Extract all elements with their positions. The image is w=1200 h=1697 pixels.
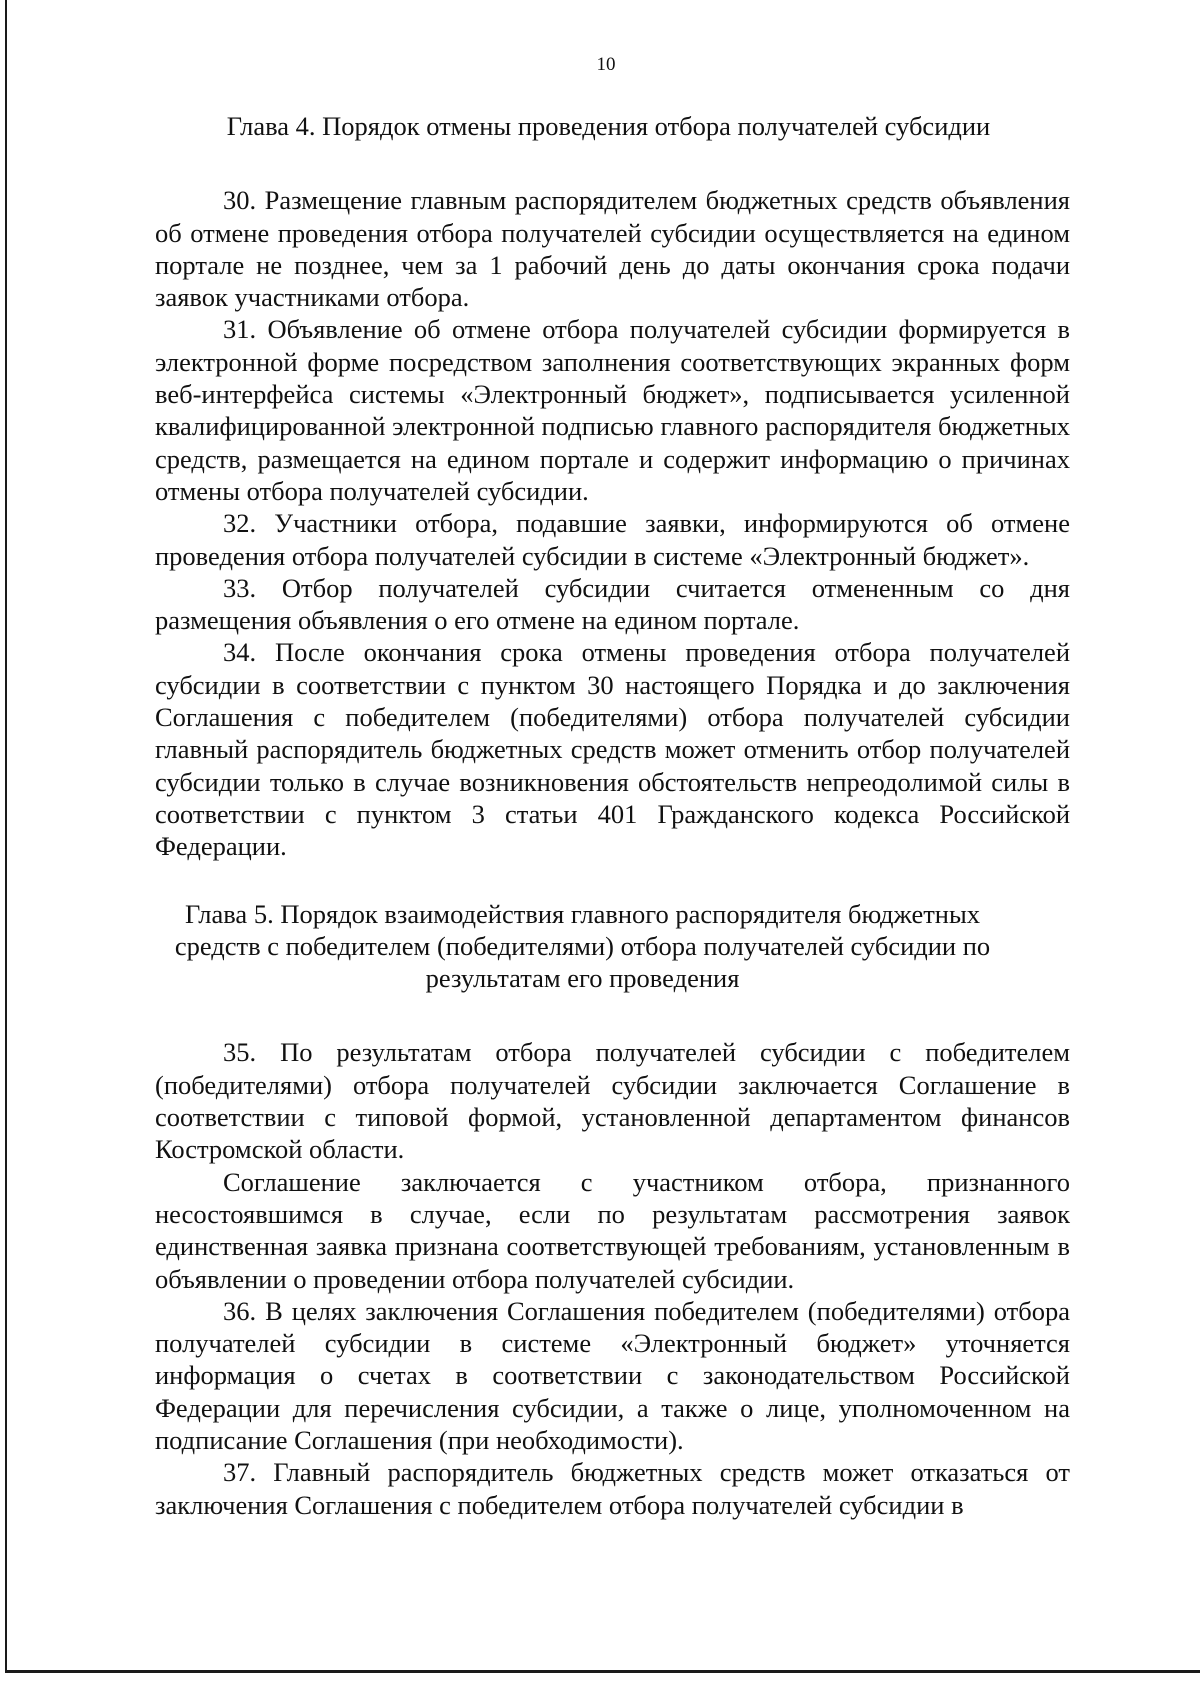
paragraph-33: 33. Отбор получателей субсидии считается отмененным со дня размещения объявления о его отмене на едином портале.: [155, 572, 1070, 636]
paragraph-35-agreement: Соглашение заключается с участником отбора, признанного несостоявшимся в случае, если по результатам рассмотрения заявок единственная заявка признана соответствующей требованиям, установленным в объявлении о проведении отбора получателей субсидии.: [155, 1166, 1070, 1294]
paragraph-36: 36. В целях заключения Соглашения победителем (победителями) отбора получателей субсидии в системе «Электронный бюджет» уточняется информация о счетах в соответствии с законодательством Российской Федерации для перечисления субсидии, а также о лице, уполномоченном на подписание Соглашения (при необходимости).: [155, 1295, 1070, 1455]
paragraph-30: 30. Размещение главным распорядителем бюджетных средств объявления об отмене проведения отбора получателей субсидии осуществляется на едином портале не позднее, чем за 1 рабочий день до даты окончания срока подачи заявок участниками отбора.: [155, 185, 1070, 313]
bottom-margin-line: [5, 1670, 1200, 1673]
paragraph-32: 32. Участники отбора, подавшие заявки, информируются об отмене проведения отбора получателей субсидии в системе «Электронный бюджет».: [155, 508, 1070, 571]
chapter-4-heading: Глава 4. Порядок отмены проведения отбора получателей субсидии: [226, 111, 991, 141]
page-number: 10: [596, 54, 616, 75]
paragraph-37: 37. Главный распорядитель бюджетных средств может отказаться от заключения Соглашения с победителем отбора получателей субсидии в: [155, 1457, 1070, 1520]
paragraph-34: 34. После окончания срока отмены проведения отбора получателей субсидии в соответствии с пунктом 30 настоящего Порядка и до заключения Соглашения с победителем (победителями) отбора получателей субсидии главный распорядитель бюджетных средств может отменить отбор получателей субсидии только в случае возникновения обстоятельств непреодолимой силы в соответствии с пунктом 3 статьи 401 Гражданского кодекса Российской Федерации.: [155, 637, 1070, 862]
left-margin-line: [5, 0, 7, 1672]
paragraph-31: 31. Объявление об отмене отбора получателей субсидии формируется в электронной форме посредством заполнения соответствующих экранных форм веб-интерфейса системы «Электронный бюджет», подписывается усиленной квалифицированной электронной подписью главного распорядителя бюджетных средств, размещается на едином портале и содержит информацию о причинах отмены отбора получателей субсидии.: [155, 314, 1070, 506]
document-body: [155, 110, 1070, 1521]
paragraph-35: 35. По результатам отбора получателей субсидии с победителем (победителями) отбора получателей субсидии заключается Соглашение в соответствии с типовой формой, установленной департаментом финансов Костромской области.: [155, 1037, 1070, 1165]
chapter-5-heading: Глава 5. Порядок взаимодействия главного распорядителя бюджетных средств с победителем (победителями) отбора получателей субсидии по результатам его проведения: [174, 898, 991, 994]
